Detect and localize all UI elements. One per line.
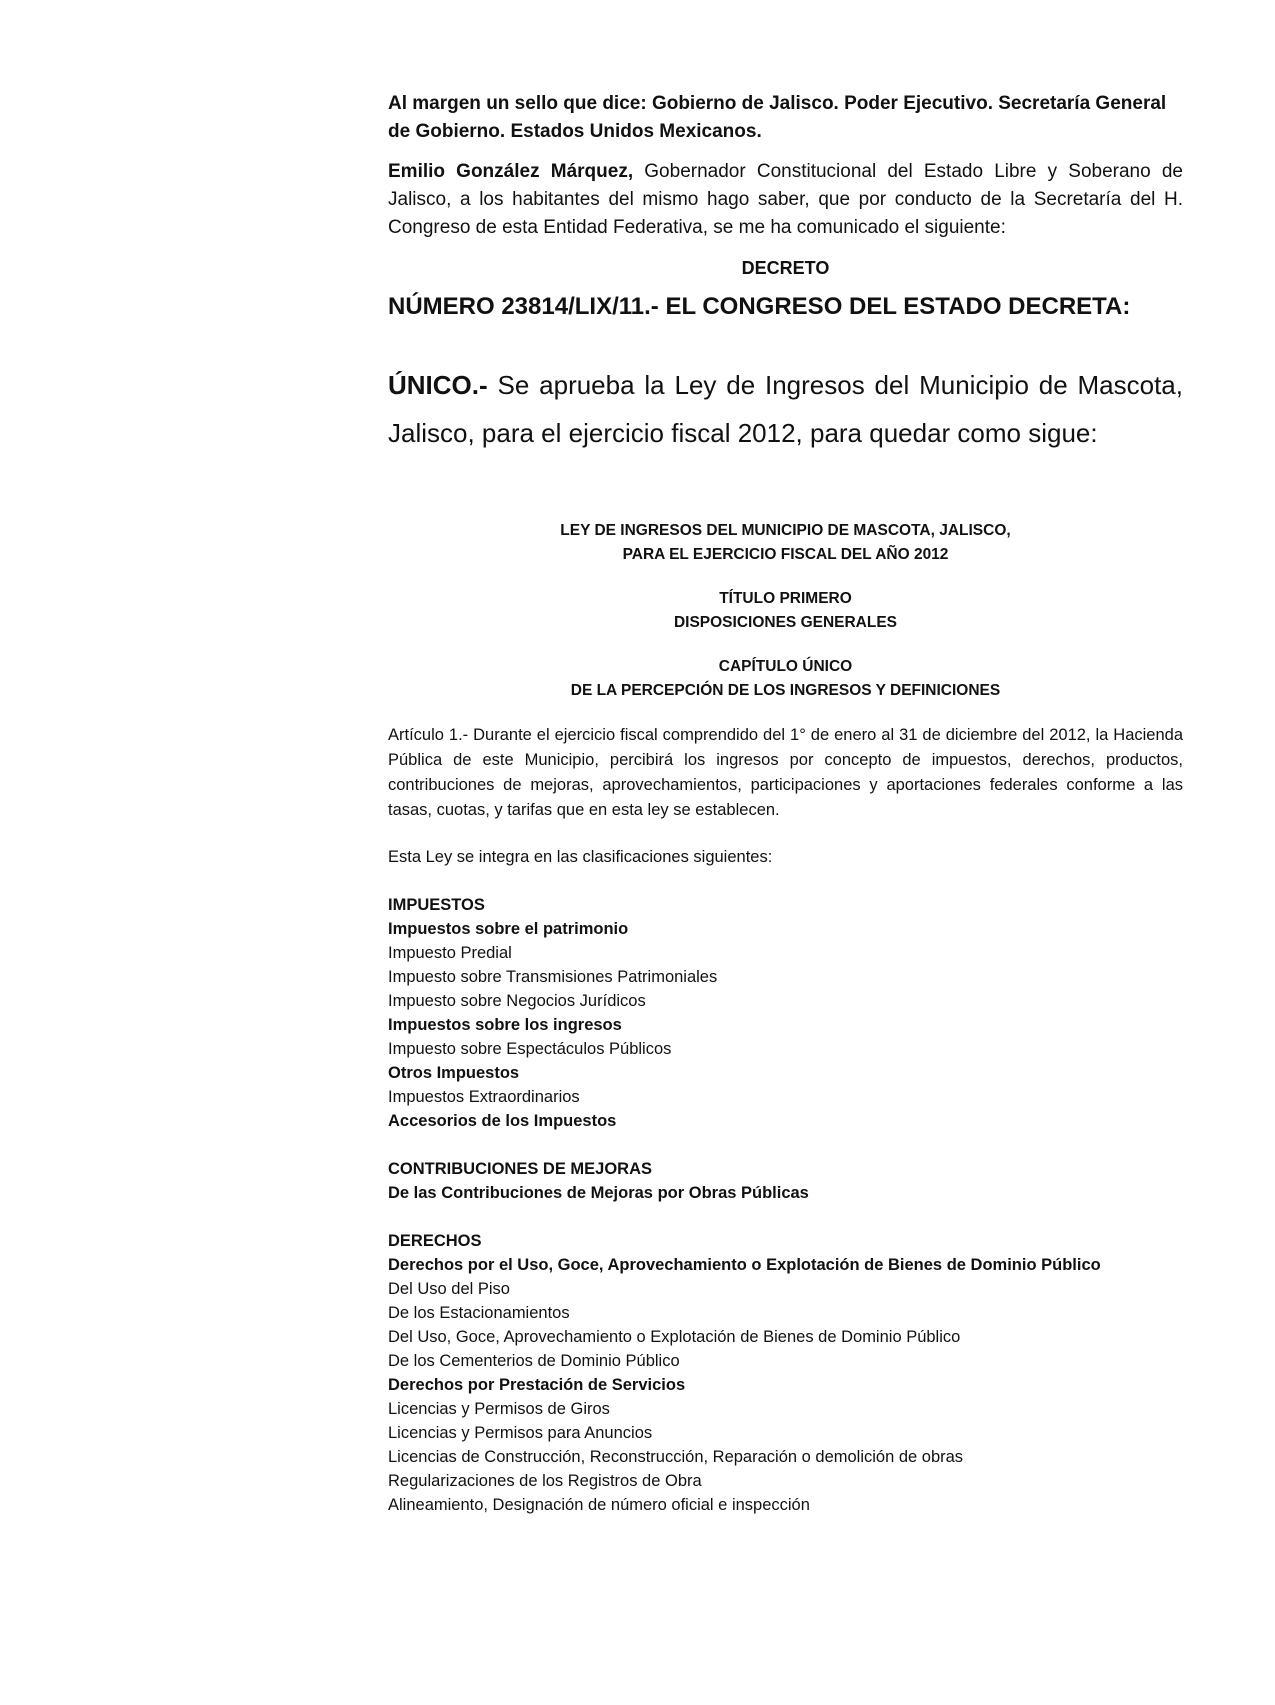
list-item: Impuestos Extraordinarios [388,1088,580,1106]
list-item: Regularizaciones de los Registros de Obra [388,1472,702,1490]
list-item: Impuesto sobre Negocios Jurídicos [388,992,646,1010]
section-item-list [388,917,1183,1133]
list-item: Del Uso del Piso [388,1280,510,1298]
article-1: Artículo 1.- Durante el ejercicio fiscal comprendido del 1° de enero al 31 de diciembre del 2012, la Hacienda Pública de este Municipio, percibirá los ingresos por concepto de impuestos, derechos, productos, contribuciones de mejoras, aprovechamientos, participaciones y aportaciones federales conforme a las tasas, cuotas, y tarifas que en esta ley se establecen. [388,726,1183,819]
list-item: Derechos por Prestación de Servicios [388,1376,686,1394]
titulo-line-2: DISPOSICIONES GENERALES [673,614,898,631]
decree-number: NÚMERO 23814/LIX/11.- EL CONGRESO DEL ESTADO DECRETA: [388,293,1131,320]
classification-intro: Esta Ley se integra en las clasificaciones siguientes: [388,848,773,866]
law-title-line-1: LEY DE INGRESOS DEL MUNICIPIO DE MASCOTA, JALISCO, [560,522,1011,539]
section-impuestos [388,893,1183,1133]
section-derechos [388,1229,1183,1517]
list-item: De los Estacionamientos [388,1304,570,1322]
list-item: Licencias de Construcción, Reconstrucción, Reparación o demolición de obras [388,1448,964,1466]
list-item: Impuestos sobre el patrimonio [388,920,629,938]
law-title-line-2: PARA EL EJERCICIO FISCAL DEL AÑO 2012 [622,546,949,563]
unico-label: ÚNICO.- [388,370,488,400]
section-heading: IMPUESTOS [388,896,485,914]
capitulo-heading [388,655,1183,703]
section-item-list [388,1181,1183,1205]
unico-paragraph [388,361,1183,457]
list-item: Impuestos sobre los ingresos [388,1016,622,1034]
list-item: Licencias y Permisos para Anuncios [388,1424,653,1442]
margin-seal-note: Al margen un sello que dice: Gobierno de Jalisco. Poder Ejecutivo. Secretaría General de Gobierno. Estados Unidos Mexicanos. [388,93,1167,142]
intro-paragraph [388,158,1183,242]
capitulo-line-1: CAPÍTULO ÚNICO [718,658,853,675]
list-item: Impuesto sobre Transmisiones Patrimoniales [388,968,718,986]
list-item: De las Contribuciones de Mejoras por Obras Públicas [388,1184,809,1202]
list-item: Derechos por el Uso, Goce, Aprovechamiento o Explotación de Bienes de Dominio Público [388,1256,1101,1274]
list-item: Del Uso, Goce, Aprovechamiento o Explotación de Bienes de Dominio Público [388,1328,961,1346]
section-contribuciones [388,1157,1183,1205]
titulo-heading [388,587,1183,635]
list-item: Licencias y Permisos de Giros [388,1400,610,1418]
decree-label: DECRETO [741,258,830,278]
unico-text: Se aprueba la Ley de Ingresos del Municipio de Mascota, Jalisco, para el ejercicio fiscal 2012, para quedar como sigue: [388,370,1183,448]
section-heading: CONTRIBUCIONES DE MEJORAS [388,1160,653,1178]
intro-text: Gobernador Constitucional del Estado Libre y Soberano de Jalisco, a los habitantes del mismo hago saber, que por conducto de la Secretaría del H. Congreso de esta Entidad Federativa, se me ha comunicado el siguiente: [388,161,1183,238]
list-item: Impuesto sobre Espectáculos Públicos [388,1040,672,1058]
section-item-list [388,1253,1183,1517]
section-heading: DERECHOS [388,1232,482,1250]
law-title [388,519,1183,567]
list-item: Accesorios de los Impuestos [388,1112,617,1130]
list-item: De los Cementerios de Dominio Público [388,1352,680,1370]
document-page [388,90,1183,1517]
governor-name: Emilio González Márquez, [388,161,634,182]
list-item: Alineamiento, Designación de número oficial e inspección [388,1496,810,1514]
capitulo-line-2: DE LA PERCEPCIÓN DE LOS INGRESOS Y DEFINICIONES [570,682,1001,699]
list-item: Impuesto Predial [388,944,512,962]
list-item: Otros Impuestos [388,1064,520,1082]
titulo-line-1: TÍTULO PRIMERO [719,590,852,607]
